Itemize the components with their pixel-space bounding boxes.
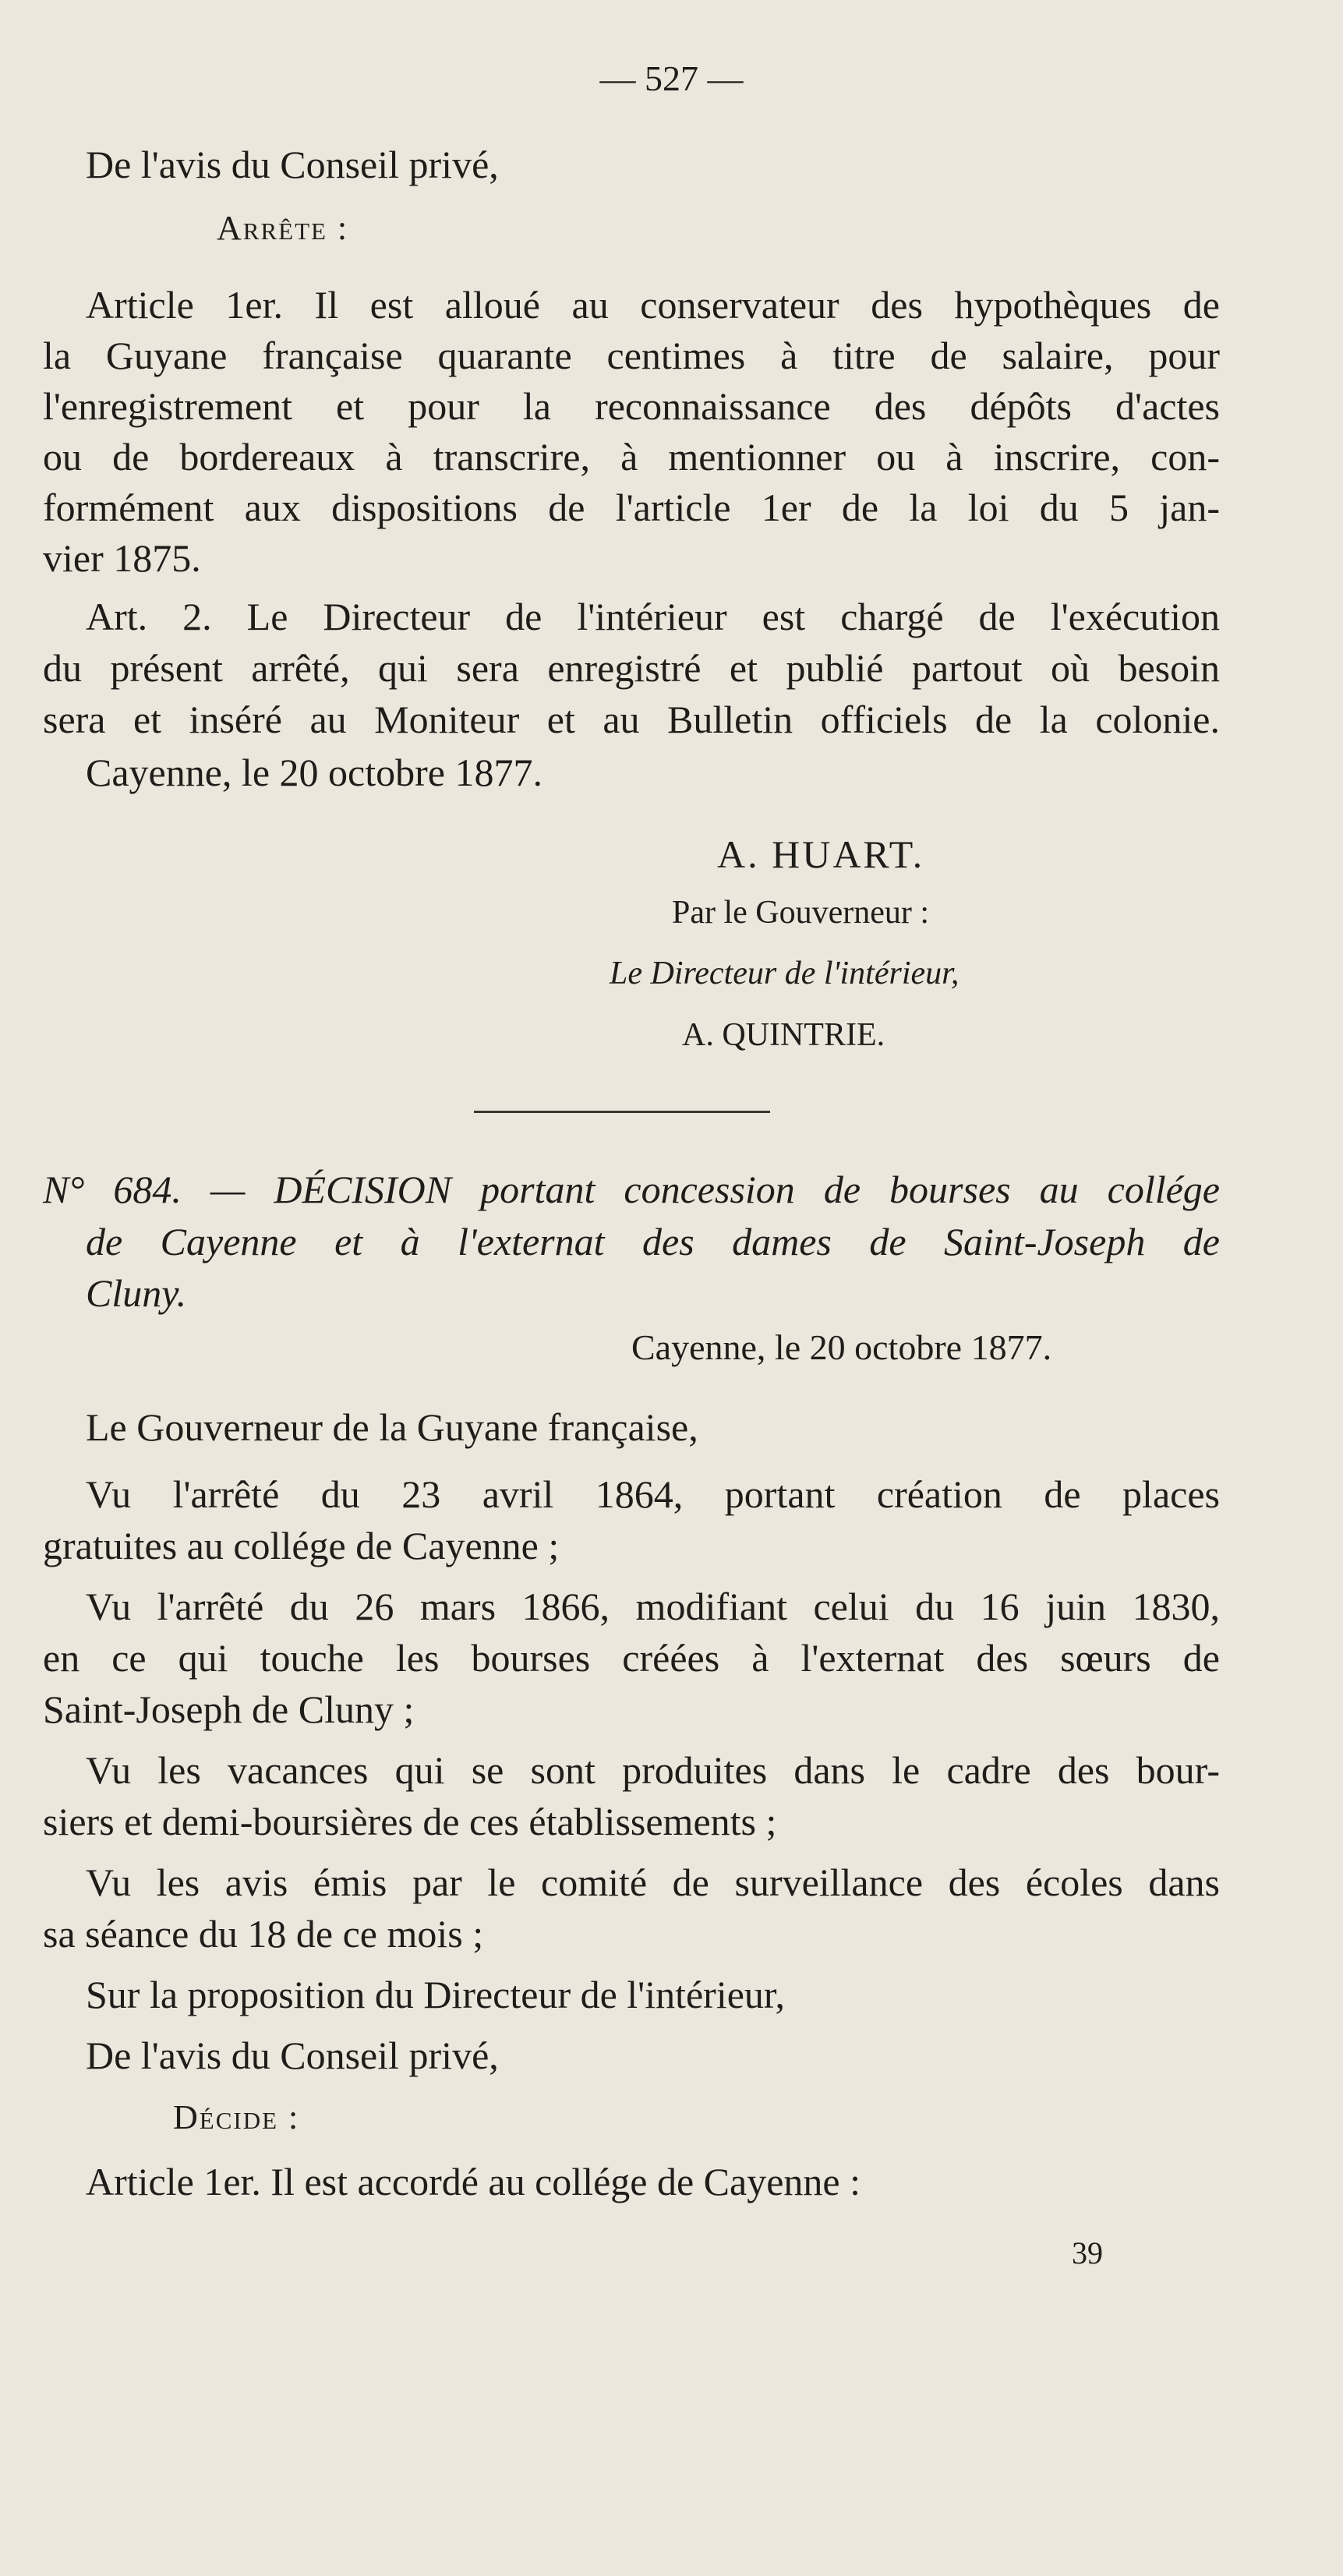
article1-line-4: ou de bordereaux à transcrire, à mentionner ou à inscrire, con- [43, 435, 1220, 479]
vu4-line-2: sa séance du 18 de ce mois ; [43, 1912, 484, 1956]
proposition-line: Sur la proposition du Directeur de l'intérieur, [86, 1973, 786, 2016]
vu2-line-2: en ce qui touche les bourses créées à l'externat des sœurs de [43, 1636, 1220, 1680]
arrete-heading: Arrête : [217, 209, 349, 247]
page-number: — 527 — [599, 58, 744, 98]
article1-line-5: formément aux dispositions de l'article 1er de la loi du 5 jan- [43, 486, 1220, 529]
par-le-gouverneur: Par le Gouverneur : [672, 895, 930, 931]
directeur-title: Le Directeur de l'intérieur, [610, 956, 960, 991]
vu4-line-1: Vu les avis émis par le comité de surveillance des écoles dans [86, 1860, 1220, 1904]
vu2-line-1: Vu l'arrêté du 26 mars 1866, modifiant celui du 16 juin 1830, [86, 1585, 1220, 1628]
decision-title-line-3: Cluny. [86, 1271, 187, 1315]
signature-mark: 39 [1072, 2235, 1103, 2270]
article2-line-2: du présent arrêté, qui sera enregistré et publié partout où besoin [43, 646, 1220, 690]
directeur-name: A. QUINTRIE. [682, 1017, 885, 1053]
decision-title-line-1 [43, 1165, 1220, 1214]
vu3-line-1: Vu les vacances qui se sont produites dans le cadre des bour- [86, 1748, 1220, 1792]
avis-line: De l'avis du Conseil privé, [86, 2034, 499, 2077]
intro-avis: De l'avis du Conseil privé, [86, 143, 499, 186]
article1-line-3: l'enregistrement et pour la reconnaissance des dépôts d'actes [43, 384, 1220, 428]
gouverneur-heading: Le Gouverneur de la Guyane française, [86, 1405, 698, 1449]
decide-heading: Décide : [173, 2098, 300, 2136]
vu2-line-3: Saint-Joseph de Cluny ; [43, 1687, 415, 1731]
vu1-line-2: gratuites au collége de Cayenne ; [43, 1524, 560, 1567]
article2-line-1: Art. 2. Le Directeur de l'intérieur est chargé de l'exécution [86, 595, 1220, 638]
vu1-line-1: Vu l'arrêté du 23 avril 1864, portant création de places [86, 1472, 1220, 1516]
section-divider [474, 1111, 770, 1113]
article1-line-6: vier 1875. [43, 536, 201, 580]
decision-article1: Article 1er. Il est accordé au collége de Cayenne : [86, 2160, 861, 2203]
article1-line-2: la Guyane française quarante centimes à titre de salaire, pour [43, 334, 1220, 377]
signature-huart: A. HUART. [717, 832, 925, 876]
article2-line-3: sera et inséré au Moniteur et au Bulletin officiels de la colonie. [43, 698, 1220, 741]
vu3-line-2: siers et demi-boursières de ces établissements ; [43, 1800, 777, 1843]
decision-title-text-1: N° 684. — DÉCISION portant concession de bourses au collége [43, 1168, 1220, 1211]
place-date-2: Cayenne, le 20 octobre 1877. [631, 1327, 1052, 1367]
place-date-1: Cayenne, le 20 octobre 1877. [86, 751, 543, 794]
decision-title-line-2: de Cayenne et à l'externat des dames de Saint-Joseph de [86, 1220, 1220, 1263]
article1-line-1: Article 1er. Il est alloué au conservateur des hypothèques de [86, 283, 1220, 327]
